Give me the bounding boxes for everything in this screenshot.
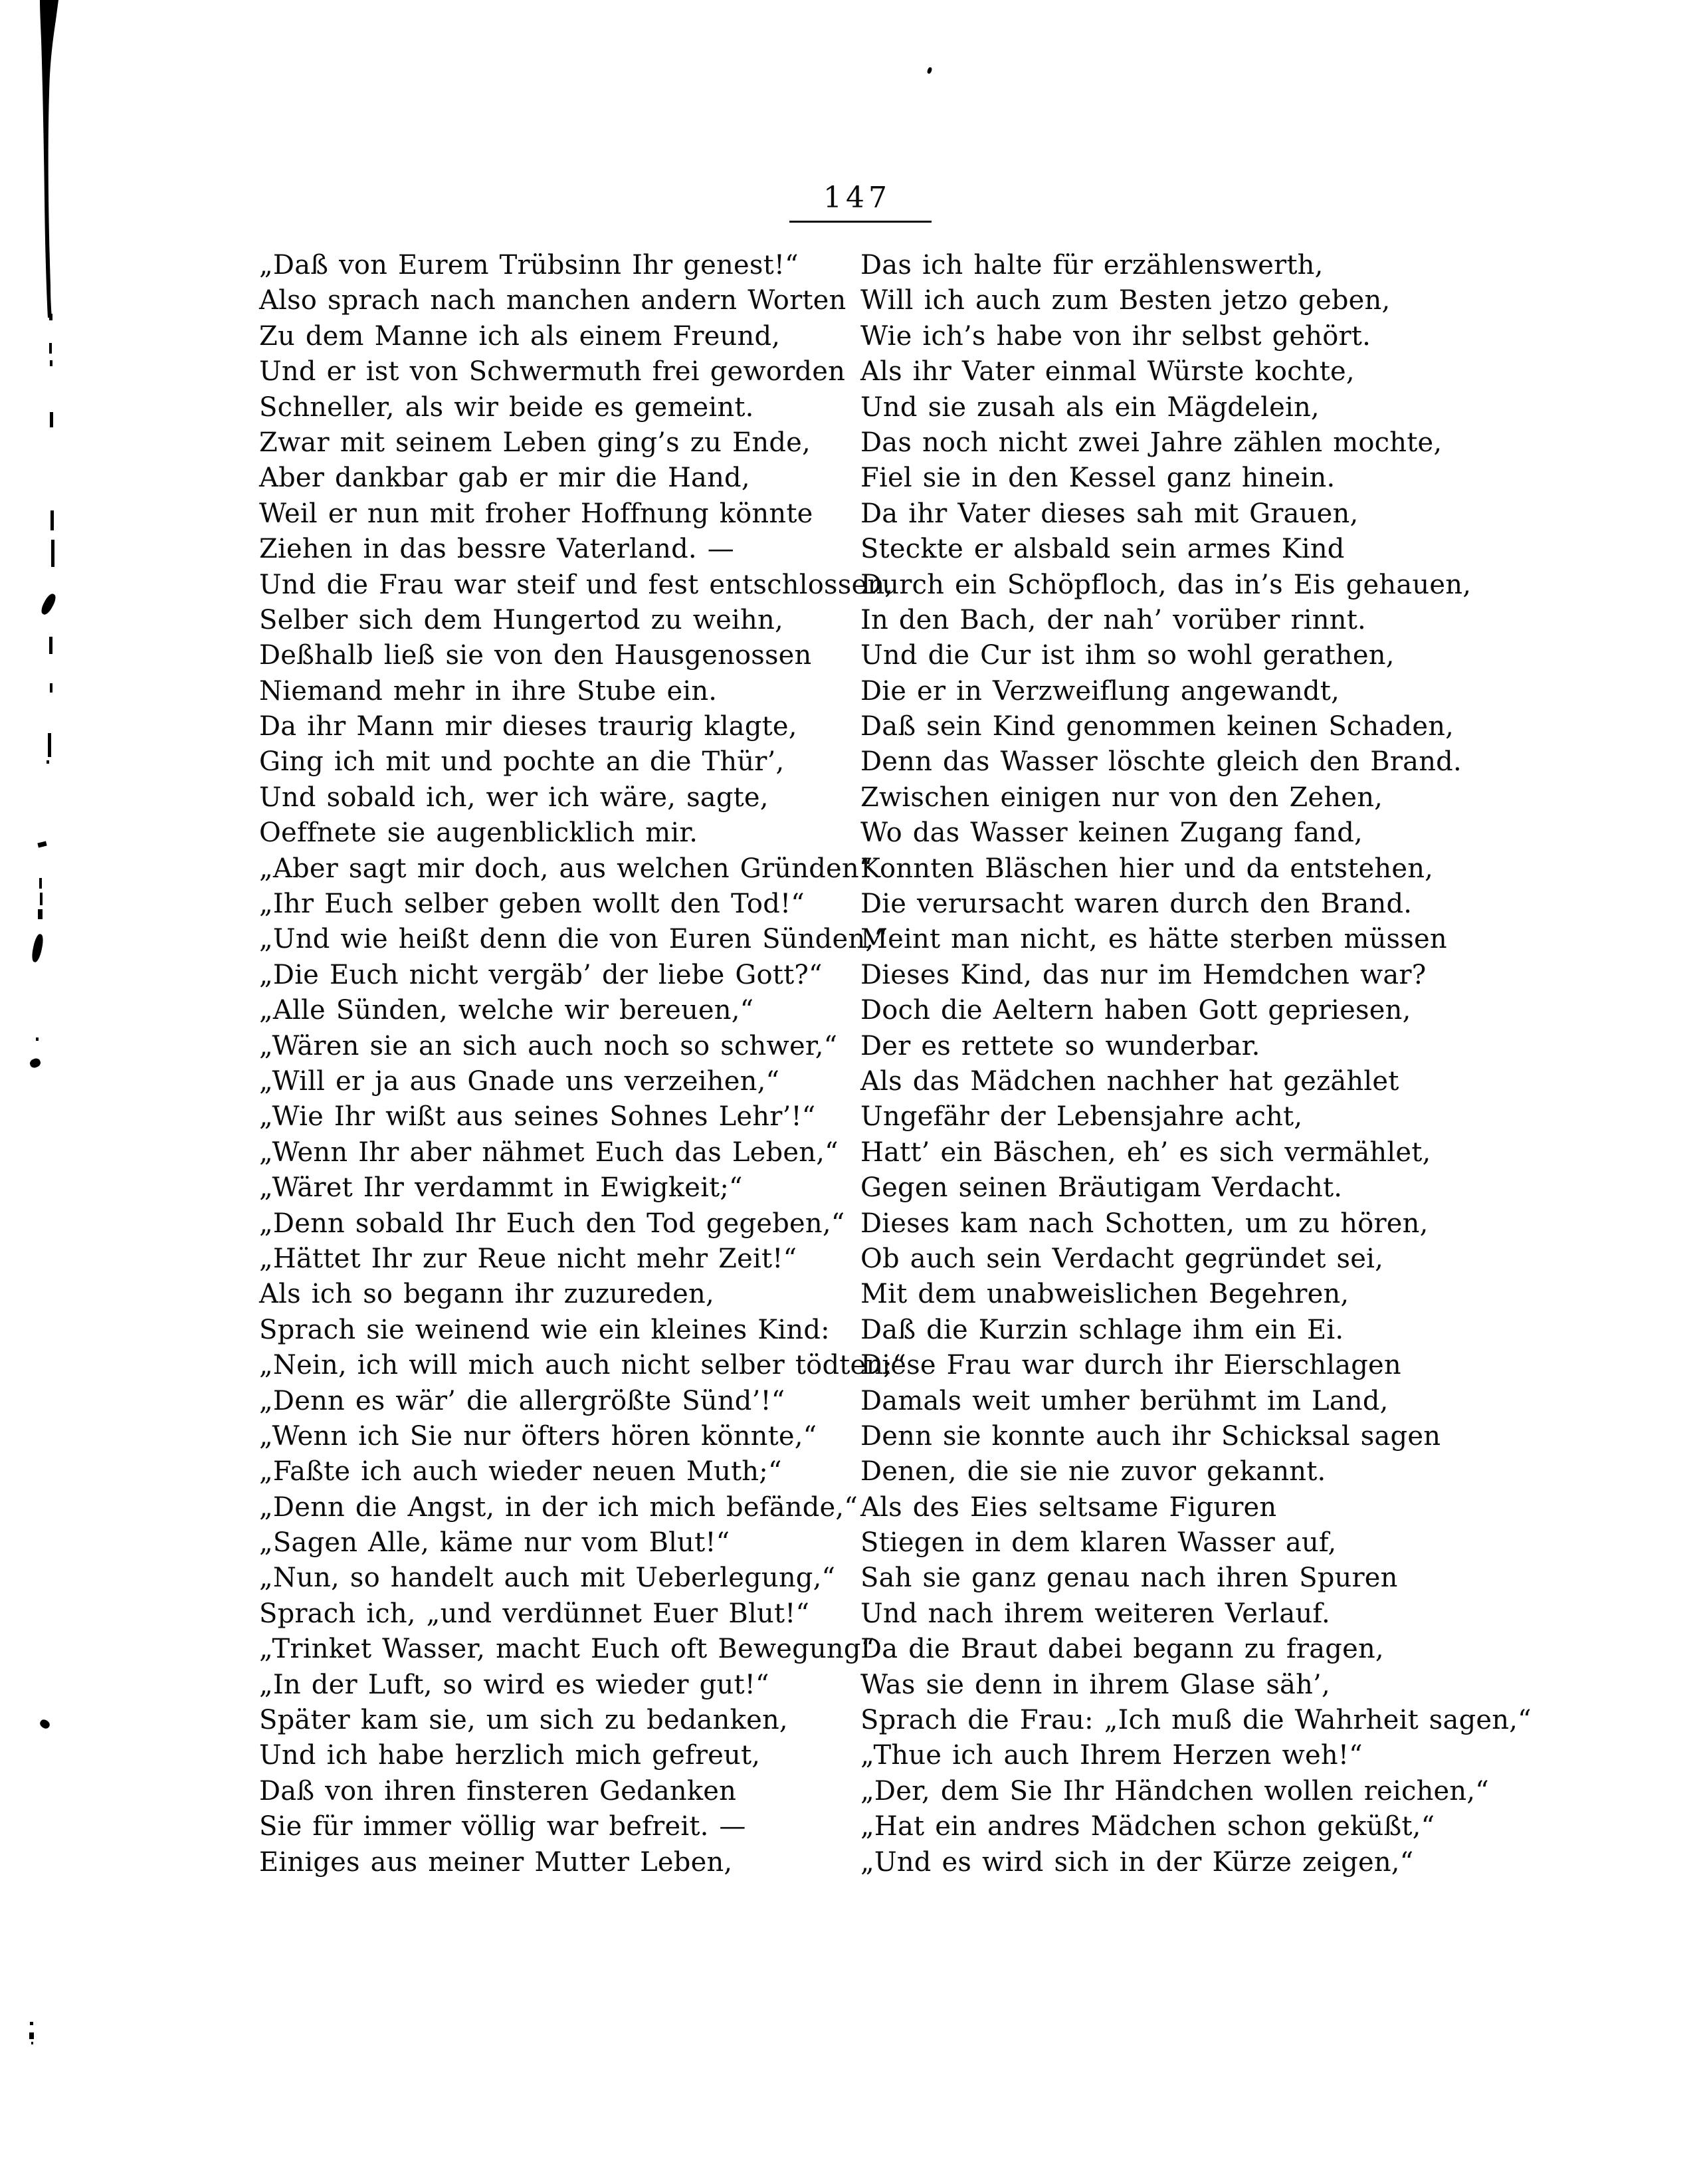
poem-line: Der es rettete so wunderbar. <box>860 1030 1260 1061</box>
poem-line: „Sagen Alle, käme nur vom Blut!“ <box>259 1527 730 1559</box>
poem-line: Und die Frau war steif und fest entschlossen, <box>259 569 894 600</box>
poem-line: „Ihr Euch selber geben wollt den Tod!“ <box>259 889 805 920</box>
poem-line: „Und es wird sich in der Kürze zeigen,“ <box>860 1846 1414 1878</box>
poem-line: Schneller, als wir beide es gemeint. <box>259 391 754 423</box>
poem-column-left <box>259 248 906 1880</box>
poem-line: „Nun, so handelt auch mit Ueberlegung,“ <box>259 1563 836 1594</box>
poem-line: Diese Frau war durch ihr Eierschlagen <box>860 1350 1401 1381</box>
poem-line: Daß sein Kind genommen keinen Schaden, <box>860 711 1454 742</box>
poem-line: Stiegen in dem klaren Wasser auf, <box>860 1527 1337 1559</box>
poem-line: „Aber sagt mir doch, aus welchen Gründen“ <box>259 853 873 884</box>
poem-line: „Thue ich auch Ihrem Herzen weh!“ <box>860 1740 1363 1771</box>
poem-line: Steckte er alsbald sein armes Kind <box>860 534 1345 565</box>
page-edge-speck <box>30 2022 33 2025</box>
poem-line: Und die Cur ist ihm so wohl gerathen, <box>860 640 1395 671</box>
poem-line: Als ihr Vater einmal Würste kochte, <box>860 356 1355 387</box>
page-number: 147 <box>823 181 891 215</box>
poem-line: Ob auch sein Verdacht gegründet sei, <box>860 1243 1383 1274</box>
poem-line: Dieses kam nach Schotten, um zu hören, <box>860 1208 1429 1239</box>
poem-line: „Hättet Ihr zur Reue nicht mehr Zeit!“ <box>259 1243 797 1274</box>
poem-line: „Faßte ich auch wieder neuen Muth;“ <box>259 1456 782 1487</box>
poem-line: Als des Eies seltsame Figuren <box>860 1491 1277 1523</box>
page-edge-speck <box>50 360 52 366</box>
poem-line: Sprach sie weinend wie ein kleines Kind: <box>259 1314 830 1345</box>
poem-line: „Hat ein andres Mädchen schon geküßt,“ <box>860 1811 1435 1842</box>
poem-line: Zu dem Manne ich als einem Freund, <box>259 320 781 352</box>
poem-line: Sprach die Frau: „Ich muß die Wahrheit sagen,“ <box>860 1705 1532 1736</box>
binding-shadow-artifact <box>33 0 62 319</box>
poem-line: Oeffnete sie augenblicklich mir. <box>259 818 698 849</box>
page-edge-speck <box>39 592 58 617</box>
poem-line: Da ihr Mann mir dieses traurig klagte, <box>259 711 797 742</box>
poem-column-right <box>860 248 1532 1880</box>
poem-line: Zwischen einigen nur von den Zehen, <box>860 782 1383 813</box>
poem-line: Daß die Kurzin schlage ihm ein Ei. <box>860 1314 1344 1345</box>
poem-line: Konnten Bläschen hier und da entstehen, <box>860 853 1434 884</box>
poem-line: „Alle Sünden, welche wir bereuen,“ <box>259 995 754 1026</box>
page-edge-speck <box>37 841 47 848</box>
page-edge-speck <box>48 733 51 757</box>
page-edge-speck <box>40 893 43 905</box>
poem-line: Und er ist von Schwermuth frei geworden <box>259 356 846 387</box>
poem-line: Als ich so begann ihr zuzureden, <box>259 1279 714 1310</box>
poem-line: Da ihr Vater dieses sah mit Grauen, <box>860 498 1359 529</box>
poem-line: Gegen seinen Bräutigam Verdacht. <box>860 1172 1343 1204</box>
poem-line: „Denn es wär’ die allergrößte Sünd’!“ <box>259 1385 785 1416</box>
poem-line: Damals weit umher berühmt im Land, <box>860 1385 1389 1416</box>
poem-line: Denn das Wasser löschte gleich den Brand. <box>860 746 1462 778</box>
poem-line: Später kam sie, um sich zu bedanken, <box>259 1705 788 1736</box>
page-edge-speck <box>29 2032 34 2039</box>
poem-line: „Trinket Wasser, macht Euch oft Bewegung“ <box>259 1634 875 1665</box>
poem-line: Hatt’ ein Bäschen, eh’ es sich vermählet, <box>860 1137 1431 1168</box>
page-edge-speck <box>51 540 54 567</box>
poem-line: Zwar mit seinem Leben ging’s zu Ende, <box>259 427 811 458</box>
page-edge-speck <box>39 878 42 889</box>
poem-line: Mit dem unabweislichen Begehren, <box>860 1279 1349 1310</box>
page-edge-speck <box>49 314 52 320</box>
poem-line: „Wie Ihr wißt aus seines Sohnes Lehr’!“ <box>259 1101 816 1133</box>
poem-line: Das ich halte für erzählenswerth, <box>860 250 1324 280</box>
poem-line: Und sobald ich, wer ich wäre, sagte, <box>259 782 769 813</box>
page-edge-speck <box>50 412 53 427</box>
page-edge-speck <box>29 1057 42 1069</box>
poem-line: Dieses Kind, das nur im Hemdchen war? <box>860 959 1427 990</box>
poem-line: „Wäret Ihr verdammt in Ewigkeit;“ <box>259 1172 743 1204</box>
poem-line: Weil er nun mit froher Hoffnung könnte <box>259 498 813 529</box>
poem-line: Denn sie konnte auch ihr Schicksal sagen <box>860 1420 1441 1452</box>
poem-line: Fiel sie in den Kessel ganz hinein. <box>860 463 1336 494</box>
poem-line: „In der Luft, so wird es wieder gut!“ <box>259 1669 769 1700</box>
poem-line: Selber sich dem Hungertod zu weihn, <box>259 604 783 635</box>
poem-line: Als das Mädchen nachher hat gezählet <box>860 1065 1399 1097</box>
poem-line: Ziehen in das bessre Vaterland. — <box>259 534 734 565</box>
poem-line: Wo das Wasser keinen Zugang fand, <box>860 818 1363 849</box>
page-edge-speck <box>31 2042 33 2044</box>
poem-line: „Und wie heißt denn die von Euren Sünden,“ <box>259 924 888 955</box>
poem-line: Und nach ihrem weiteren Verlauf. <box>860 1598 1330 1629</box>
page-edge-speck <box>47 760 49 764</box>
poem-line: Will ich auch zum Besten jetzo geben, <box>860 285 1391 316</box>
page-edge-speck <box>49 637 52 654</box>
poem-line: „Die Euch nicht vergäb’ der liebe Gott?“ <box>259 959 823 990</box>
poem-line: Und sie zusah als ein Mägdelein, <box>860 391 1320 423</box>
poem-line: „Nein, ich will mich auch nicht selber tödten;“ <box>259 1350 906 1381</box>
poem-line: Das noch nicht zwei Jahre zählen mochte, <box>860 427 1443 458</box>
poem-line: Aber dankbar gab er mir die Hand, <box>259 463 750 494</box>
poem-line: Ging ich mit und pochte an die Thür’, <box>259 746 785 778</box>
poem-line: Daß von ihren finsteren Gedanken <box>259 1775 737 1806</box>
poem-line: Ungefähr der Lebensjahre acht, <box>860 1101 1303 1133</box>
poem-line: In den Bach, der nah’ vorüber rinnt. <box>860 604 1366 635</box>
poem-line: „Wenn Ihr aber nähmet Euch das Leben,“ <box>259 1137 839 1168</box>
poem-line: Durch ein Schöpfloch, das in’s Eis gehauen, <box>860 569 1472 600</box>
page-edge-speck <box>50 683 52 693</box>
page-number-rule <box>789 221 932 223</box>
poem-line: Da die Braut dabei begann zu fragen, <box>860 1634 1384 1665</box>
page-edge-speck <box>36 1037 39 1041</box>
poem-line: Die verursacht waren durch den Brand. <box>860 889 1413 920</box>
page-edge-speck <box>31 933 45 963</box>
poem-line: Sah sie ganz genau nach ihren Spuren <box>860 1563 1398 1594</box>
poem-line: „Will er ja aus Gnade uns verzeihen,“ <box>259 1065 780 1097</box>
poem-line: „Wenn ich Sie nur öfters hören könnte,“ <box>259 1420 817 1452</box>
poem-line: „Daß von Eurem Trübsinn Ihr genest!“ <box>259 250 799 280</box>
poem-line: Doch die Aeltern haben Gott gepriesen, <box>860 995 1411 1026</box>
poem-line: „Wären sie an sich auch noch so schwer,“ <box>259 1030 838 1061</box>
poem-line: Sie für immer völlig war befreit. — <box>259 1811 746 1842</box>
page-edge-speck <box>39 1718 51 1730</box>
page-edge-speck <box>49 343 52 354</box>
poem-line: „Der, dem Sie Ihr Händchen wollen reichen,“ <box>860 1775 1489 1806</box>
page-edge-speck <box>50 510 54 530</box>
page-edge-speck <box>38 909 43 919</box>
poem-line: Sprach ich, „und verdünnet Euer Blut!“ <box>259 1598 810 1629</box>
poem-line: Und ich habe herzlich mich gefreut, <box>259 1740 761 1771</box>
poem-line: Wie ich’s habe von ihr selbst gehört. <box>860 320 1371 352</box>
poem-line: Niemand mehr in ihre Stube ein. <box>259 675 718 707</box>
poem-line: „Denn die Angst, in der ich mich befände,“ <box>259 1491 858 1523</box>
poem-line: Also sprach nach manchen andern Worten <box>259 285 847 316</box>
poem-line: Denen, die sie nie zuvor gekannt. <box>860 1456 1326 1487</box>
ink-speck <box>926 66 932 74</box>
poem-line: „Denn sobald Ihr Euch den Tod gegeben,“ <box>259 1208 845 1239</box>
poem-line: Einiges aus meiner Mutter Leben, <box>259 1846 733 1878</box>
poem-line: Was sie denn in ihrem Glase säh’, <box>860 1669 1330 1700</box>
poem-line: Meint man nicht, es hätte sterben müssen <box>860 924 1447 955</box>
poem-line: Die er in Verzweiflung angewandt, <box>860 675 1340 707</box>
poem-line: Deßhalb ließ sie von den Hausgenossen <box>259 640 812 671</box>
